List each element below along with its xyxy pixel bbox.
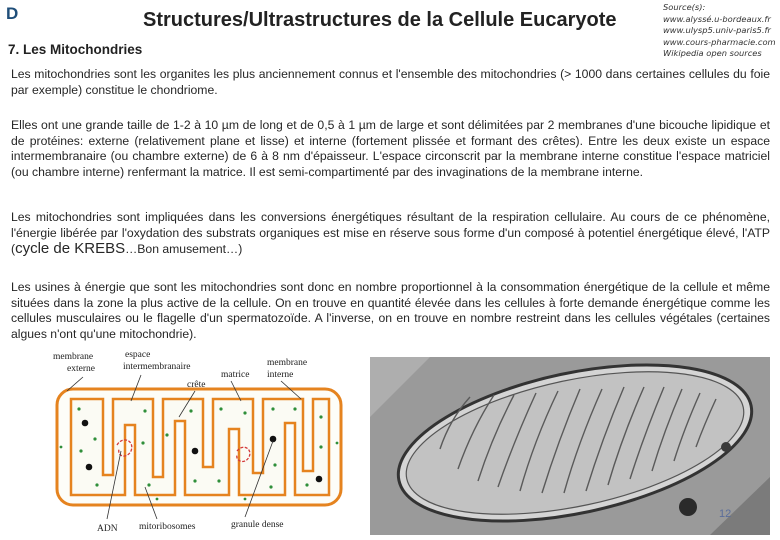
label-matrice: matrice (221, 370, 250, 380)
mitochondrion-diagram (45, 347, 355, 537)
label-membrane-interne-2: interne (267, 370, 294, 380)
label-espace-2: intermembranaire (123, 362, 191, 372)
paragraph-function (11, 210, 770, 258)
source-item: www.alyssé.u-bordeaux.fr (663, 13, 771, 24)
mitochondrion-micrograph (370, 357, 770, 535)
label-membrane-externe-1: membrane (53, 352, 94, 362)
section-letter: D (6, 4, 19, 23)
dense-granule (82, 420, 89, 427)
label-membrane-externe-2: externe (67, 364, 95, 374)
krebs-cycle-text: cycle de KREBS (15, 240, 126, 258)
label-granule-dense: granule dense (231, 520, 284, 530)
paragraph-function-text: Les mitochondries sont impliquées dans les conversions énergétiques résultant de la respiration cellulaire. Au cours de ce phénomène, l'énergie libérée par l'oxydation des substrats organiques est mise en réserve sous forme d'un composé à potentiel énergétique élevé, l'ATP ( (11, 210, 770, 257)
paragraph-structure: Elles ont une grande taille de 1-2 à 10 µm de long et de 0,5 à 1 µm de large et sont délimitées par 2 membranes d'une bicouche lipidique et de protéines: externe (relativement plane et lisse) et interne (fortement plissée et formant des crêtes). Entre les deux existe un espace intermembranaire (ou chambre externe) de 6 à 8 nm d'épaisseur. L'espace circonscrit par la membrane interne constitue l'espace matriciel (ou chambre interne) renfermant la matrice. Il est semi-compartimenté par des invaginations de la membrane interne. (11, 118, 770, 179)
sources-list (663, 2, 776, 60)
paragraph-intro: Les mitochondries sont les organites les plus anciennement connus et l'ensemble des mitochondries (> 1000 dans certaines cellules du foie par exemple) constitue le chondriome. (11, 67, 770, 97)
label-membrane-interne-1: membrane (267, 358, 308, 368)
dense-granule (192, 448, 199, 455)
source-item: Wikipedia open sources (663, 48, 762, 59)
dark-granule (679, 498, 697, 516)
dense-granule (86, 464, 93, 471)
dense-granule (316, 476, 323, 483)
source-item: www.cours-pharmacie.com (663, 36, 776, 47)
paragraph-function-end: …Bon amusement…) (125, 242, 243, 257)
source-item: www.ulysp5.univ-paris5.fr (663, 25, 771, 36)
sources-heading: Source(s): (663, 2, 706, 12)
label-adn: ADN (97, 524, 118, 534)
section-subtitle: 7. Les Mitochondries (8, 42, 143, 57)
label-crete: crête (187, 380, 206, 390)
page-title: Structures/Ultrastructures de la Cellule Eucaryote (143, 9, 617, 31)
paragraph-distribution: Les usines à énergie que sont les mitochondries sont donc en nombre proportionnel à la consommation énergétique de la cellule et même situées dans la zone la plus active de la cellule. On en trouve en quantité élevée dans les cellules à forte demande énergétique comme les cellules musculaires ou le flagelle d'un spermatozoïde. A l'inverse, on en trouve en nombre restreint dans les cellules végétales (certaines algues n'ont qu'une mitochondrie). (11, 280, 770, 341)
page-number: 12 (719, 508, 732, 520)
label-espace-1: espace (125, 350, 151, 360)
dark-granule (721, 442, 731, 452)
label-mitoribosomes: mitoribosomes (139, 522, 196, 532)
